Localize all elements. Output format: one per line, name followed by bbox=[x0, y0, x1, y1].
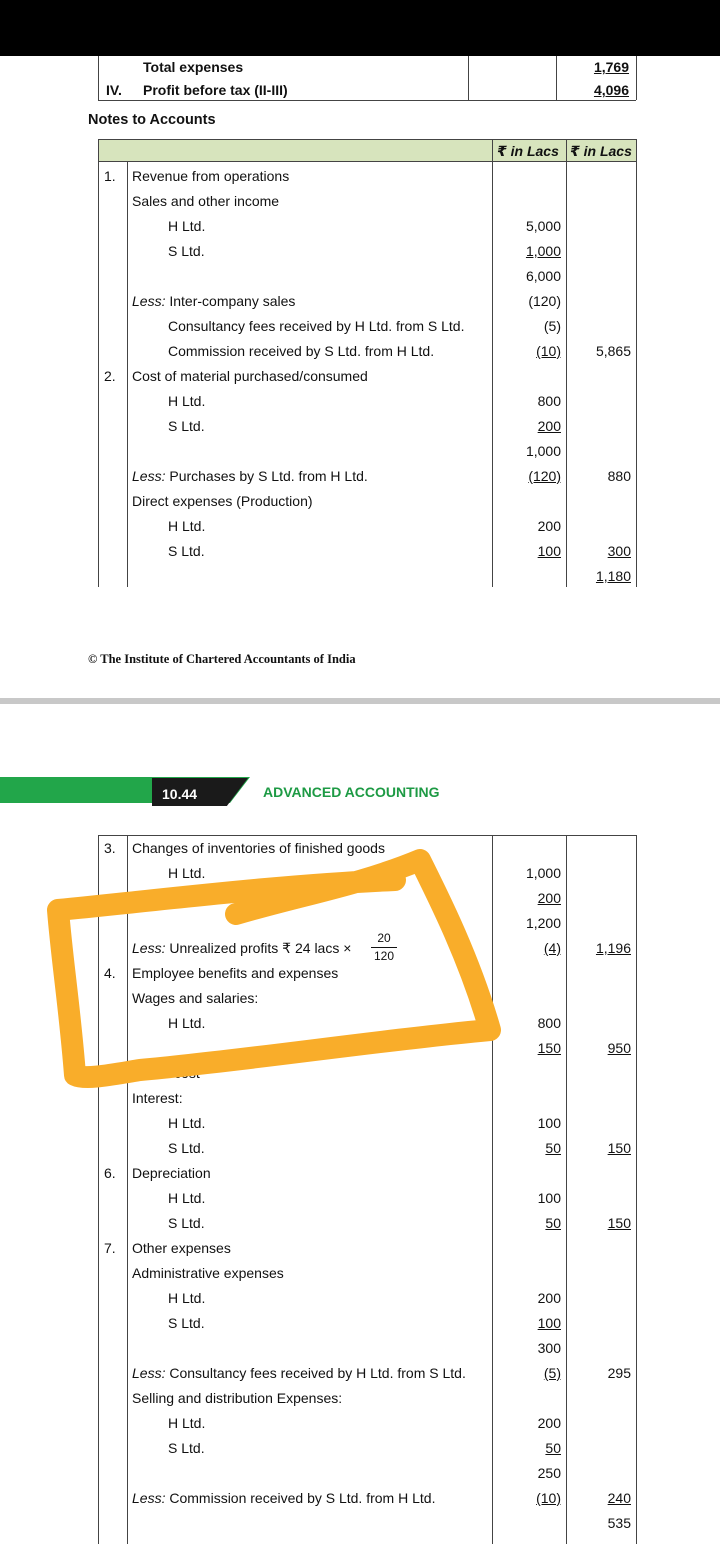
row-label: Selling and distribution Expenses: bbox=[132, 1390, 343, 1406]
row-label: Cost of material purchased/consumed bbox=[132, 368, 368, 384]
amount-col2: 300 bbox=[607, 543, 631, 559]
amount-col1: 200 bbox=[537, 890, 561, 906]
amount-col1: 300 bbox=[537, 1340, 561, 1356]
row-label: H Ltd. bbox=[168, 393, 206, 409]
column-header-2: ₹ in Lacs bbox=[570, 143, 632, 159]
row-label: S Ltd. bbox=[168, 1315, 205, 1331]
amount-col2: 150 bbox=[607, 1140, 631, 1156]
row-label: H Ltd. bbox=[168, 1290, 206, 1306]
amount-col1: (10) bbox=[536, 1490, 561, 1506]
amount-col2: 150 bbox=[607, 1215, 631, 1231]
copyright-footer: © The Institute of Chartered Accountants of India bbox=[88, 652, 356, 666]
amount-col1: 1,000 bbox=[525, 865, 561, 881]
amount-col1: 5,000 bbox=[525, 218, 561, 234]
row-label: Depreciation bbox=[132, 1165, 211, 1181]
amount-col1: 100 bbox=[537, 1315, 561, 1331]
row-label: Administrative expenses bbox=[132, 1265, 284, 1281]
row-label: Sales and other income bbox=[132, 193, 280, 209]
row-label: Wages and salaries: bbox=[132, 990, 259, 1006]
total-expenses-value: 1,769 bbox=[593, 59, 629, 75]
row-label: Less: Commission received by S Ltd. from H Ltd. bbox=[132, 1490, 436, 1506]
row-label: H Ltd. bbox=[168, 518, 206, 534]
amount-col1: 200 bbox=[537, 1415, 561, 1431]
amount-col2: 240 bbox=[607, 1490, 631, 1506]
page-number: 10.44 bbox=[162, 786, 198, 802]
row-label: S Ltd. bbox=[168, 418, 205, 434]
row-label: Direct expenses (Production) bbox=[132, 493, 313, 509]
amount-col2: 295 bbox=[607, 1365, 631, 1381]
note-number: 3. bbox=[104, 840, 116, 856]
amount-col1: (120) bbox=[528, 468, 561, 484]
row-label: S Ltd. bbox=[168, 543, 205, 559]
amount-col1: (10) bbox=[536, 343, 561, 359]
note-number: 1. bbox=[104, 168, 116, 184]
amount-col1: (120) bbox=[528, 293, 561, 309]
amount-col1: 100 bbox=[537, 1190, 561, 1206]
amount-col1: (4) bbox=[543, 940, 561, 956]
row-label: Consultancy fees received by H Ltd. from S Ltd. bbox=[168, 318, 465, 334]
amount-col1: 50 bbox=[545, 1140, 561, 1156]
amount-col2: 950 bbox=[607, 1040, 631, 1056]
amount-col2: 535 bbox=[607, 1515, 631, 1531]
row-label: Less: Purchases by S Ltd. from H Ltd. bbox=[132, 468, 368, 484]
amount-col1: 200 bbox=[537, 1290, 561, 1306]
fraction-denominator: 120 bbox=[373, 949, 395, 963]
column-header-1: ₹ in Lacs bbox=[497, 143, 559, 159]
amount-col1: 800 bbox=[537, 1015, 561, 1031]
amount-col1: 250 bbox=[537, 1465, 561, 1481]
row-label: nance cost bbox=[132, 1065, 200, 1081]
row-label: Less: Consultancy fees received by H Ltd. from S Ltd. bbox=[132, 1365, 466, 1381]
row-label: H Ltd. bbox=[168, 1415, 206, 1431]
note-number: 6. bbox=[104, 1165, 116, 1181]
amount-col1: 150 bbox=[537, 1040, 561, 1056]
row-label: Less: Inter-company sales bbox=[132, 293, 296, 309]
amount-col2: 1,180 bbox=[595, 568, 631, 584]
row-label: H Ltd. bbox=[168, 1190, 206, 1206]
page-header-title: ADVANCED ACCOUNTING bbox=[263, 784, 440, 800]
amount-col1: 50 bbox=[545, 1440, 561, 1456]
fraction-numerator: 20 bbox=[377, 931, 391, 945]
notes-heading: Notes to Accounts bbox=[88, 112, 216, 128]
amount-col1: 100 bbox=[537, 1115, 561, 1131]
amount-col1: (5) bbox=[543, 318, 561, 334]
row-label: H Ltd. bbox=[168, 218, 206, 234]
row-label: S Ltd. bbox=[168, 1140, 205, 1156]
row-label: Commission received by S Ltd. from H Ltd. bbox=[168, 343, 435, 359]
profit-label: Profit before tax (II-III) bbox=[143, 82, 288, 98]
amount-col2: 880 bbox=[607, 468, 631, 484]
row-label: Revenue from operations bbox=[132, 168, 290, 184]
amount-col1: 200 bbox=[537, 418, 561, 434]
amount-col1: 1,200 bbox=[525, 915, 561, 931]
amount-col1: 6,000 bbox=[525, 268, 561, 284]
row-label: Changes of inventories of finished goods bbox=[132, 840, 385, 856]
row-label: H Ltd. bbox=[168, 865, 206, 881]
row-label: H Ltd. bbox=[168, 1015, 206, 1031]
row-label: Interest: bbox=[132, 1090, 183, 1106]
amount-col1: 800 bbox=[537, 393, 561, 409]
row-label: S Ltd. bbox=[168, 1440, 205, 1456]
row-label: Less: Unrealized profits ₹ 24 lacs × bbox=[132, 940, 352, 956]
note-number: 4. bbox=[104, 965, 116, 981]
amount-col1: (5) bbox=[543, 1365, 561, 1381]
row-label: H Ltd. bbox=[168, 1115, 206, 1131]
row-label: S Ltd. bbox=[168, 1215, 205, 1231]
amount-col1: 50 bbox=[545, 1215, 561, 1231]
note-number: 2. bbox=[104, 368, 116, 384]
row-label: Employee benefits and expenses bbox=[132, 965, 339, 981]
amount-col1: 100 bbox=[537, 543, 561, 559]
amount-col1: 200 bbox=[537, 518, 561, 534]
total-expenses-label: Total expenses bbox=[143, 59, 244, 75]
amount-col1: 1,000 bbox=[525, 243, 561, 259]
amount-col2: 1,196 bbox=[595, 940, 631, 956]
note-number: 7. bbox=[104, 1240, 116, 1256]
row-label: Other expenses bbox=[132, 1240, 231, 1256]
profit-numeral: IV. bbox=[106, 82, 122, 98]
profit-value: 4,096 bbox=[593, 82, 629, 98]
amount-col2: 5,865 bbox=[595, 343, 631, 359]
row-label: S Ltd. bbox=[168, 243, 205, 259]
amount-col1: 1,000 bbox=[525, 443, 561, 459]
